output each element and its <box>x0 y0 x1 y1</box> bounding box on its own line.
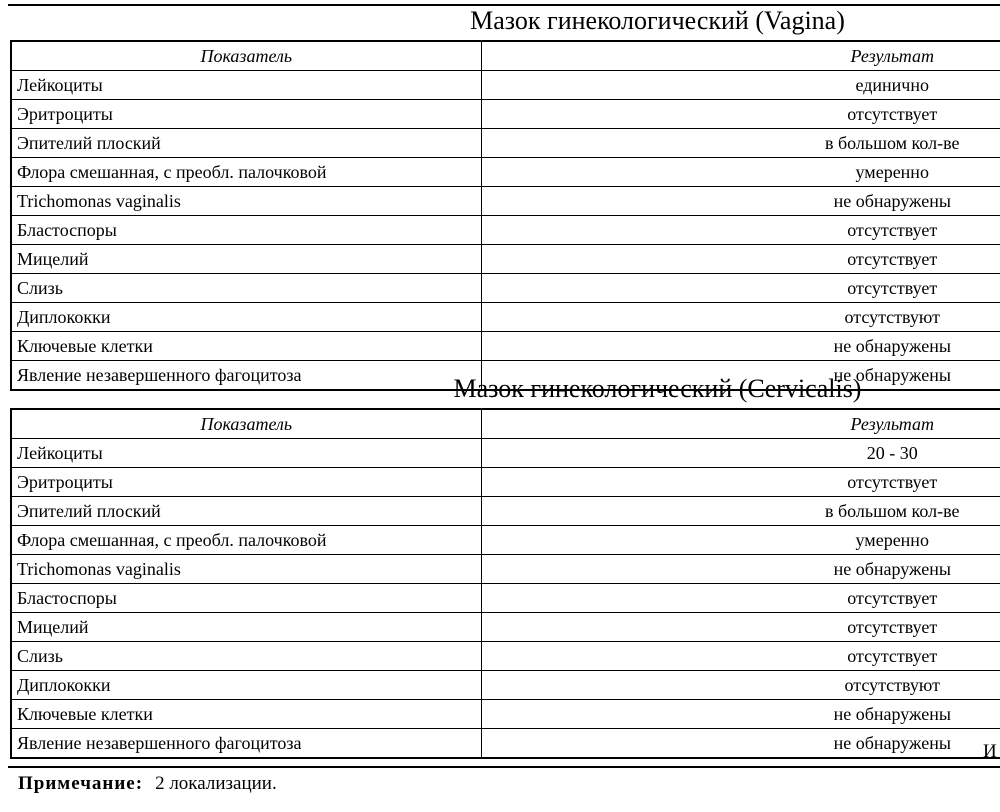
result-cell: единично <box>481 71 1000 100</box>
result-cell: отсутствует <box>481 642 1000 671</box>
table-row <box>11 613 1000 642</box>
table-row <box>11 100 1000 129</box>
table-row <box>11 303 1000 332</box>
result-cell: отсутствует <box>481 613 1000 642</box>
table-row <box>11 526 1000 555</box>
indicator-cell: Trichomonas vaginalis <box>11 187 481 216</box>
table-row <box>11 129 1000 158</box>
bottom-horizontal-rule <box>8 766 1000 768</box>
indicator-cell: Мицелий <box>11 245 481 274</box>
table-row <box>11 216 1000 245</box>
result-cell: отсутствует <box>481 100 1000 129</box>
note-text: 2 локализации. <box>155 773 277 794</box>
result-cell: не обнаружены <box>481 729 1000 759</box>
note-line <box>18 773 277 795</box>
indicator-cell: Эритроциты <box>11 100 481 129</box>
table-row <box>11 468 1000 497</box>
result-cell: 20 - 30 <box>481 439 1000 468</box>
table-row <box>11 274 1000 303</box>
indicator-cell: Лейкоциты <box>11 71 481 100</box>
indicator-cell: Ключевые клетки <box>11 332 481 361</box>
result-cell: отсутствует <box>481 216 1000 245</box>
indicator-cell: Эпителий плоский <box>11 129 481 158</box>
indicator-cell: Эпителий плоский <box>11 497 481 526</box>
report-title-vagina: Мазок гинекологический (Vagina) <box>470 6 845 35</box>
result-cell: отсутствует <box>481 468 1000 497</box>
result-cell: отсутствует <box>481 245 1000 274</box>
result-cell: умеренно <box>481 158 1000 187</box>
result-cell: не обнаружены <box>481 332 1000 361</box>
result-cell: не обнаружены <box>481 361 1000 391</box>
table-row <box>11 158 1000 187</box>
result-cell: отсутствует <box>481 584 1000 613</box>
column-header-indicator: Показатель <box>11 409 481 439</box>
table-row <box>11 439 1000 468</box>
indicator-cell: Бластоспоры <box>11 216 481 245</box>
indicator-cell: Эритроциты <box>11 468 481 497</box>
indicator-cell: Диплококки <box>11 303 481 332</box>
indicator-cell: Явление незавершенного фагоцитоза <box>11 361 481 391</box>
result-cell: отсутствуют <box>481 303 1000 332</box>
results-table-vagina <box>10 40 1000 391</box>
report-title-cervicalis: Мазок гинекологический (Cervicalis) <box>453 374 862 403</box>
result-cell: не обнаружены <box>481 700 1000 729</box>
result-cell: отсутствуют <box>481 671 1000 700</box>
result-cell: в большом кол-ве <box>481 497 1000 526</box>
column-header-result: Результат <box>481 41 1000 71</box>
table-row <box>11 642 1000 671</box>
column-header-result: Результат <box>481 409 1000 439</box>
indicator-cell: Слизь <box>11 642 481 671</box>
table-header-row <box>11 41 1000 71</box>
indicator-cell: Лейкоциты <box>11 439 481 468</box>
truncated-text: И <box>983 741 997 762</box>
result-cell: не обнаружены <box>481 187 1000 216</box>
results-table-cervicalis <box>10 408 1000 759</box>
table-row <box>11 71 1000 100</box>
indicator-cell: Флора смешанная, с преобл. палочковой <box>11 526 481 555</box>
indicator-cell: Слизь <box>11 274 481 303</box>
table-row <box>11 700 1000 729</box>
result-cell: в большом кол-ве <box>481 129 1000 158</box>
indicator-cell: Ключевые клетки <box>11 700 481 729</box>
note-label: Примечание: <box>18 773 144 794</box>
table-row <box>11 245 1000 274</box>
indicator-cell: Диплококки <box>11 671 481 700</box>
indicator-cell: Явление незавершенного фагоцитоза <box>11 729 481 759</box>
table-row <box>11 332 1000 361</box>
indicator-cell: Бластоспоры <box>11 584 481 613</box>
table-header-row <box>11 409 1000 439</box>
table-row <box>11 187 1000 216</box>
result-cell: отсутствует <box>481 274 1000 303</box>
table-row <box>11 497 1000 526</box>
table-row <box>11 555 1000 584</box>
column-header-indicator: Показатель <box>11 41 481 71</box>
table-row <box>11 671 1000 700</box>
indicator-cell: Флора смешанная, с преобл. палочковой <box>11 158 481 187</box>
indicator-cell: Trichomonas vaginalis <box>11 555 481 584</box>
indicator-cell: Мицелий <box>11 613 481 642</box>
result-cell: не обнаружены <box>481 555 1000 584</box>
table-row <box>11 584 1000 613</box>
table-row <box>11 729 1000 759</box>
result-cell: умеренно <box>481 526 1000 555</box>
